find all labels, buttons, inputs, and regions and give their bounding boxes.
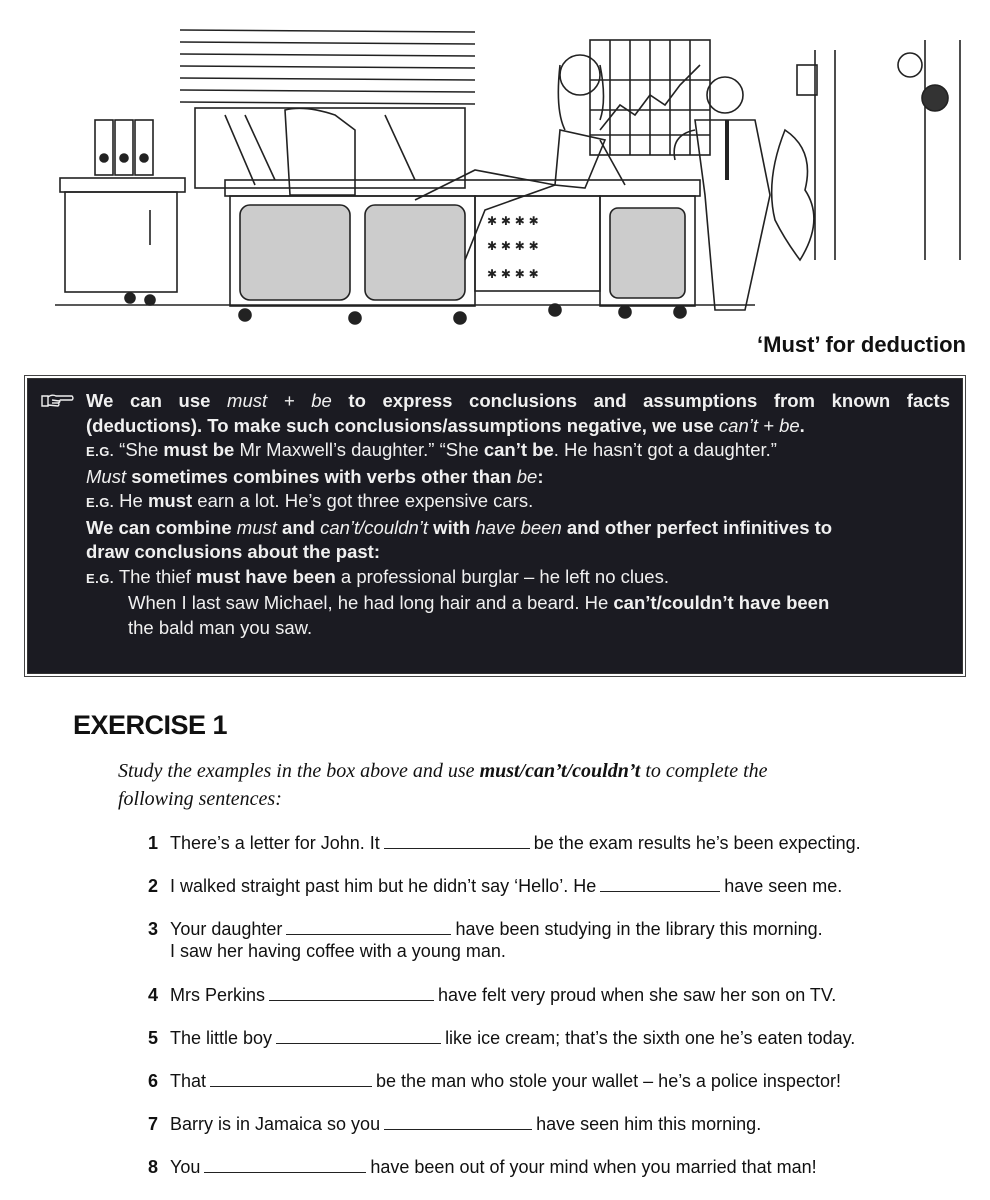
eg-label: E.G. [86, 570, 115, 586]
example-1: E.G. “She must be Mr Maxwell’s daughter.” “She can’t be. He hasn’t got a daughter.” [86, 439, 777, 460]
binders-icon [95, 120, 153, 175]
rule-paragraph-3-line-1: We can combine must and can’t/couldn’t with have been and other perfect infinitives to [86, 516, 833, 538]
eg-label: E.G. [86, 444, 115, 459]
exercise-instructions: Study the examples in the box above and use must/can’t/couldn’t to complete the following sentences: [118, 760, 768, 810]
star-pattern-icon [487, 214, 539, 281]
exercise-item-7: 7 Barry is in Jamaica so you have seen him this morning. [148, 1114, 762, 1134]
rule-paragraph-2: Must sometimes combines with verbs other than be: [86, 465, 544, 487]
example-3-line-3: the bald man you saw. [128, 616, 313, 638]
section-caption: ‘Must’ for deduction [757, 332, 966, 357]
eg-label: E.G. [86, 495, 115, 510]
answer-blank-2[interactable] [600, 875, 720, 892]
answer-blank-7[interactable] [384, 1113, 532, 1130]
rule-paragraph-1-line-1: We can use must + be to express conclusions and assumptions from known facts [86, 390, 950, 411]
answer-blank-6[interactable] [210, 1070, 372, 1087]
example-2: E.G. He must earn a lot. He’s got three expensive cars. [86, 490, 534, 511]
exercise-item-6: 6 That be the man who stole your wallet – he’s a police inspector! [148, 1071, 841, 1091]
exercise-item-3: 3 Your daughter have been studying in the library this morning. I saw her having coffee with a young man. [148, 919, 823, 961]
exercise-title: EXERCISE 1 [73, 710, 228, 740]
answer-blank-4[interactable] [269, 984, 434, 1001]
pointing-hand-icon [40, 392, 74, 410]
man-figure-icon [674, 77, 770, 310]
answer-blank-8[interactable] [204, 1156, 366, 1173]
rule-paragraph-3-line-2: draw conclusions about the past: [86, 541, 380, 562]
svg-text:✱ ✱ ✱ ✱: ✱ ✱ ✱ ✱ [487, 239, 539, 253]
exercise-item-8: 8 You have been out of your mind when you married that man! [148, 1157, 817, 1177]
answer-blank-1[interactable] [384, 832, 530, 849]
rule-paragraph-1-line-2: (deductions). To make such conclusions/assumptions negative, we use can’t + be. [86, 414, 805, 436]
office-cartoon-illustration [55, 20, 970, 330]
exercise-item-2: 2 I walked straight past him but he didn’t say ‘Hello’. He have seen me. [148, 876, 843, 896]
answer-blank-5[interactable] [276, 1027, 441, 1044]
doorway-icon [797, 40, 960, 260]
svg-text:✱ ✱ ✱ ✱: ✱ ✱ ✱ ✱ [487, 267, 539, 281]
grammar-rule-box [27, 378, 963, 674]
example-3-line-2: When I last saw Michael, he had long hair and a beard. He can’t/couldn’t have been [128, 592, 830, 613]
exercise-item-4: 4 Mrs Perkins have felt very proud when she saw her son on TV. [148, 985, 837, 1005]
svg-text:✱ ✱ ✱ ✱: ✱ ✱ ✱ ✱ [487, 214, 539, 228]
answer-blank-3[interactable] [286, 918, 451, 935]
exercise-item-1: 1 There’s a letter for John. It be the exam results he’s been expecting. [148, 833, 861, 853]
example-3-line-1: E.G. The thief must have been a professional burglar – he left no clues. [86, 565, 669, 587]
wall-chart-icon [590, 40, 710, 155]
exercise-item-5: 5 The little boy like ice cream; that’s the sixth one he’s eaten today. [148, 1028, 856, 1048]
window-blinds-icon [180, 30, 475, 188]
